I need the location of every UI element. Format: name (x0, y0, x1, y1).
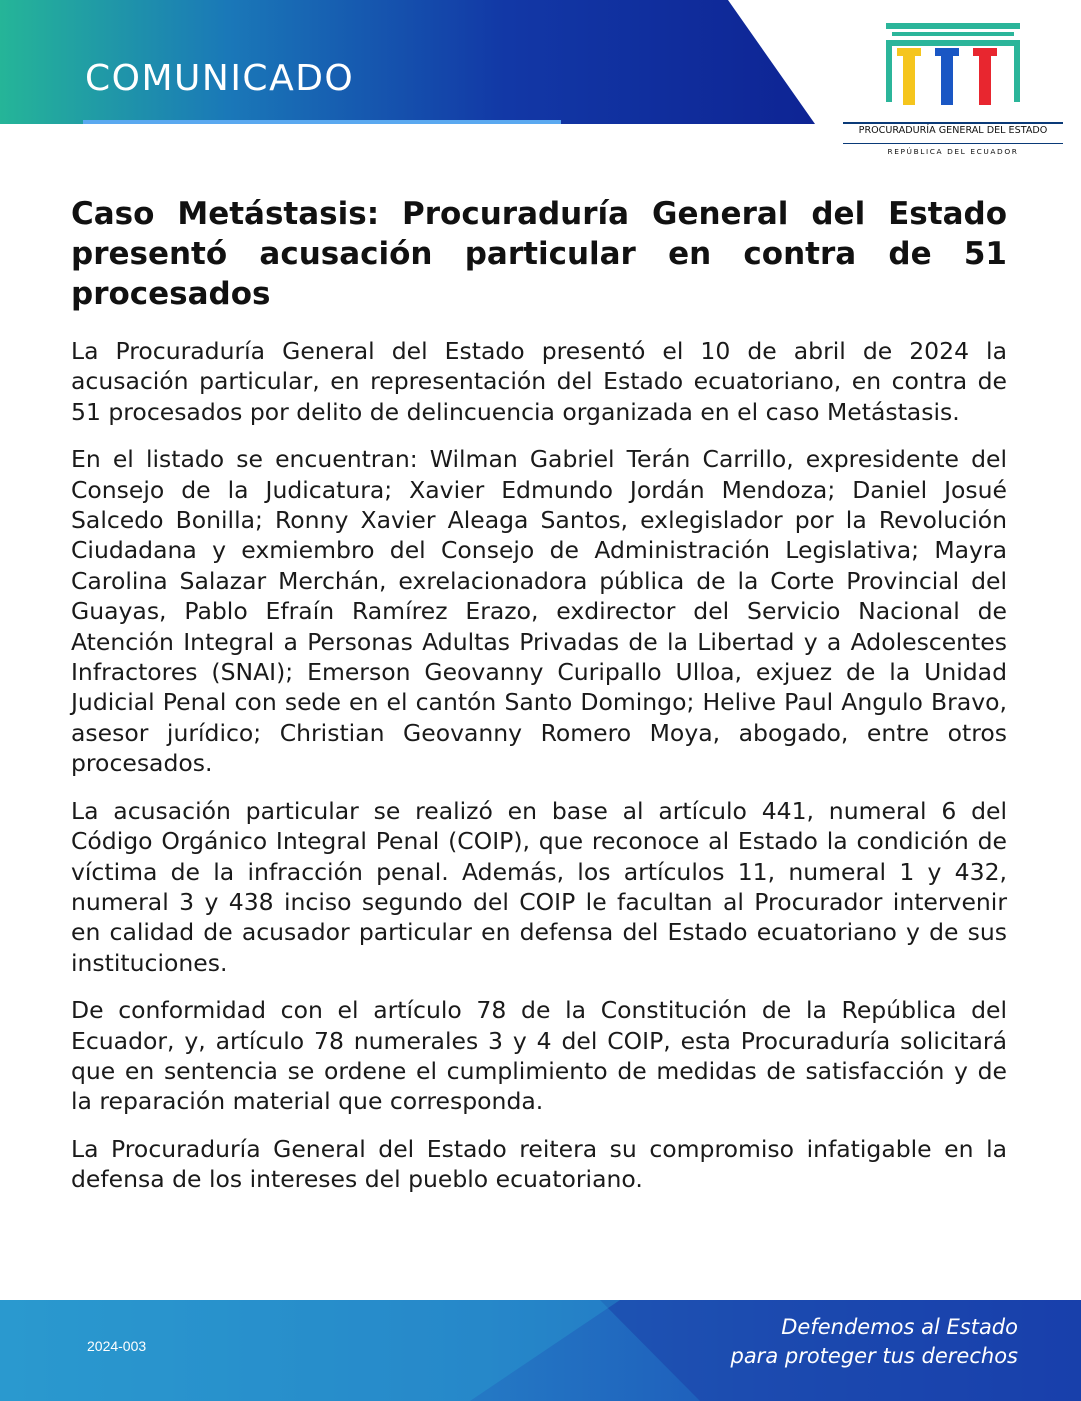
paragraph-defendants-list: En el listado se encuentran: Wilman Gabriel Terán Carrillo, expresidente del Consejo de la Judicatura; Xavier Edmundo Jordán Mendoza; Daniel Josué Salcedo Bonilla; Ronny Xavier Aleaga Santos, exlegislador por la Revolución Ciudadana y exmiembro del Consejo de Administración Legislativa; Mayra Carolina Salazar Merchán, exrelacionadora pública de la Corte Provincial del Guayas, Pablo Efraín Ramírez Erazo, exdirector del Servicio Nacional de Atención Integral a Personas Adultas Privadas de la Libertad y a Adolescentes Infractores (SNAI); Emerson Geovanny Curipallo Ulloa, exjuez de la Unidad Judicial Penal con sede en el cantón Santo Domingo; Helive Paul Angulo Bravo, asesor jurídico; Christian Geovanny Romero Moya, abogado, entre otros procesados. (71, 445, 1007, 778)
paragraph-reparation: De conformidad con el artículo 78 de la Constitución de la República del Ecuador, y, artículo 78 numerales 3 y 4 del COIP, esta Procuraduría solicitará que en sentencia se ordene el cumplimiento de medidas de satisfacción y de la reparación material que corresponda. (71, 996, 1007, 1116)
logo-divider-top (843, 122, 1063, 124)
paragraph-commitment: La Procuraduría General del Estado reitera su compromiso infatigable en la defensa de los intereses del pueblo ecuatoriano. (71, 1134, 1007, 1194)
press-release-body (71, 194, 1007, 1212)
slogan-line-1: Defendemos al Estado (781, 1315, 1018, 1339)
logo-divider-bottom (843, 143, 1063, 144)
paragraph-legal-basis: La acusación particular se realizó en base al artículo 441, numeral 6 del Código Orgánico Integral Penal (COIP), que reconoce al Estado la condición de víctima de la infracción penal. Además, los artículos 11, numeral 1 y 432, numeral 3 y 438 inciso segundo del COIP le facultan al Procurador intervenir en calidad de acusador particular en defensa del Estado ecuatoriano y de sus instituciones. (71, 796, 1007, 977)
slogan-line-2: para proteger tus derechos (730, 1344, 1018, 1368)
page-type-title: COMUNICADO (85, 58, 355, 99)
logo-institution-name: PROCURADURÍA GENERAL DEL ESTADO (858, 125, 1048, 136)
logo-country-name: REPÚBLICA DEL ECUADOR (887, 147, 1019, 156)
institution-emblem-icon (842, 22, 1064, 120)
title-underline (83, 120, 561, 124)
paragraph-filing: La Procuraduría General del Estado presentó el 10 de abril de 2024 la acusación particular, en representación del Estado ecuatoriano, en contra de 51 procesados por delito de delincuencia organizada en el caso Metástasis. (71, 337, 1007, 426)
release-number: 2024-003 (87, 1338, 147, 1354)
headline: Caso Metástasis: Procuraduría General del Estado presentó acusación particular en contra de 51 procesados (71, 196, 1007, 312)
footer-slogan (618, 1313, 1018, 1371)
institution-logo (842, 22, 1064, 162)
